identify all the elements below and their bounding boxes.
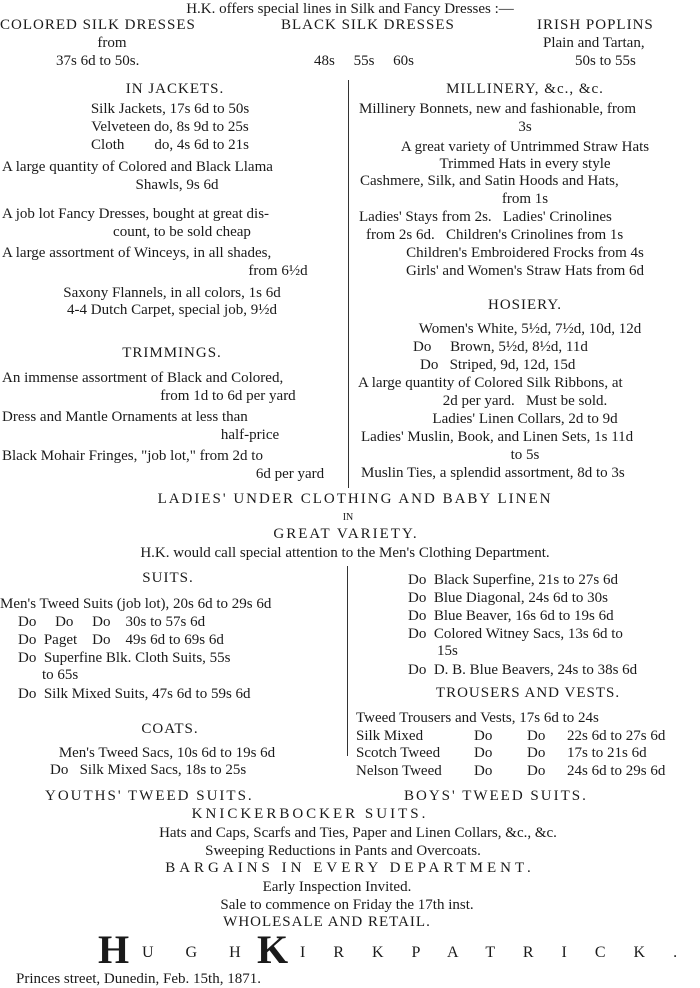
colored-silk-price: 37s 6d to 50s. <box>56 53 140 69</box>
millinery-line-5b: from 2s 6d. Children's Crinolines from 1s <box>366 227 624 243</box>
hosiery-line-2: Do Brown, 5½d, 8½d, 11d <box>413 339 588 355</box>
signature-initial-k: K <box>257 927 289 972</box>
trim-line-2b: half-price <box>220 427 280 443</box>
mens-right-line-4a: Do Colored Witney Sacs, 13s 6d to <box>408 626 623 642</box>
colored-silk-title: COLORED SILK DRESSES <box>0 17 196 33</box>
millinery-line-1b: 3s <box>518 119 532 135</box>
black-silk-title: BLACK SILK DRESSES <box>281 17 455 33</box>
hosiery-line-3: Do Striped, 9d, 12d, 15d <box>420 357 576 373</box>
jackets-heading: IN JACKETS. <box>125 81 225 97</box>
coats-heading: COATS. <box>141 721 199 737</box>
hosiery-line-1: Women's White, 5½d, 7½d, 10d, 12d <box>418 321 642 337</box>
trousers-row-2-do1: Do <box>474 728 493 744</box>
job-line-2: count, to be sold cheap <box>113 224 251 240</box>
hosiery-heading: HOSIERY. <box>488 297 562 313</box>
trim-line-1a: An immense assortment of Black and Colored, <box>2 370 284 386</box>
llama-line-2: Shawls, 9s 6d <box>135 177 219 193</box>
suits-line-4a: Do Superfine Blk. Cloth Suits, 55s <box>18 650 231 666</box>
llama-line-1: A large quantity of Colored and Black Llama <box>2 159 273 175</box>
youths-heading: YOUTHS' TWEED SUITS. <box>45 788 254 804</box>
millinery-line-1a: Millinery Bonnets, new and fashionable, from <box>359 101 637 117</box>
trousers-row-4-name: Nelson Tweed <box>356 763 442 779</box>
signature-ugh: U G H <box>142 944 255 961</box>
trousers-row-4-do1: Do <box>474 763 493 779</box>
millinery-line-4a: Cashmere, Silk, and Satin Hoods and Hats, <box>360 173 619 189</box>
trousers-row-3-do2: Do <box>527 745 546 761</box>
millinery-line-2: A great variety of Untrimmed Straw Hats <box>400 139 650 155</box>
bargains-line: BARGAINS IN EVERY DEPARTMENT. <box>165 860 535 876</box>
sweeping-line: Sweeping Reductions in Pants and Overcoats. <box>205 843 481 859</box>
intro-line: H.K. offers special lines in Silk and Fancy Dresses :— <box>186 1 514 17</box>
signature-irkpatrick: I R K P A T R I C K . <box>300 944 690 961</box>
trim-line-3a: Black Mohair Fringes, "job lot," from 2d to <box>2 448 263 464</box>
trousers-row-2-name: Silk Mixed <box>356 728 424 744</box>
irish-poplins-price: 50s to 55s <box>575 53 636 69</box>
hats-line: Hats and Caps, Scarfs and Ties, Paper and Linen Collars, &c., &c. <box>159 825 557 841</box>
irish-poplins-title: IRISH POPLINS <box>537 17 654 33</box>
hosiery-line-5: Ladies' Linen Collars, 2d to 9d <box>432 411 618 427</box>
coats-line-1: Men's Tweed Sacs, 10s 6d to 19s 6d <box>58 745 276 761</box>
coats-line-2: Do Silk Mixed Sacs, 18s to 25s <box>50 762 247 778</box>
trim-line-3b: 6d per yard <box>255 466 325 482</box>
suits-heading: SUITS. <box>142 570 194 586</box>
suits-line-2: Do Do Do 30s to 57s 6d <box>18 614 206 630</box>
hosiery-line-4a: A large quantity of Colored Silk Ribbons, at <box>358 375 623 391</box>
colored-silk-from: from <box>97 35 127 51</box>
hosiery-line-6a: Ladies' Muslin, Book, and Linen Sets, 1s 11d <box>361 429 634 445</box>
trimmings-heading: TRIMMINGS. <box>122 345 222 361</box>
black-silk-prices: 48s 55s 60s <box>314 53 415 69</box>
knickerbocker-heading: KNICKERBOCKER SUITS. <box>191 806 429 822</box>
address-line: Princes street, Dunedin, Feb. 15th, 1871. <box>16 971 261 987</box>
millinery-line-3: Trimmed Hats in every style <box>439 156 611 172</box>
millinery-line-5a: Ladies' Stays from 2s. Ladies' Crinolines <box>359 209 612 225</box>
millinery-line-4b: from 1s <box>501 191 549 207</box>
suits-line-1: Men's Tweed Suits (job lot), 20s 6d to 29s 6d <box>0 596 272 612</box>
trousers-row-4-price: 24s 6d to 29s 6d <box>567 763 666 779</box>
hosiery-line-6b: to 5s <box>510 447 540 463</box>
mens-right-line-5: Do D. B. Blue Beavers, 24s to 38s 6d <box>408 662 638 678</box>
boys-heading: BOYS' TWEED SUITS. <box>404 788 588 804</box>
flannels-line: Saxony Flannels, in all colors, 1s 6d <box>63 285 281 301</box>
mens-right-line-2: Do Blue Diagonal, 24s 6d to 30s <box>408 590 608 606</box>
mens-right-line-1: Do Black Superfine, 21s to 27s 6d <box>408 572 618 588</box>
column-rule-lower <box>347 566 348 756</box>
trim-line-1b: from 1d to 6d per yard <box>160 388 296 404</box>
trousers-heading: TROUSERS AND VESTS. <box>435 685 621 701</box>
trim-line-2a: Dress and Mantle Ornaments at less than <box>2 409 248 425</box>
trousers-row-2-do2: Do <box>527 728 546 744</box>
hosiery-line-4b: 2d per yard. Must be sold. <box>442 393 608 409</box>
jackets-line-3: Cloth do, 4s 6d to 21s <box>91 137 249 153</box>
in-line: IN <box>342 512 354 523</box>
millinery-line-7: Girls' and Women's Straw Hats from 6d <box>405 263 645 279</box>
suits-line-4b: to 65s <box>42 667 79 683</box>
great-variety-line: GREAT VARIETY. <box>273 526 419 542</box>
suits-line-5: Do Silk Mixed Suits, 47s 6d to 59s 6d <box>18 686 251 702</box>
winceys-line-1: A large assortment of Winceys, in all shades, <box>2 245 272 261</box>
trousers-row-3-do1: Do <box>474 745 493 761</box>
trousers-row-2-price: 22s 6d to 27s 6d <box>567 728 666 744</box>
millinery-heading: MILLINERY, &c., &c. <box>446 81 604 97</box>
job-line-1: A job lot Fancy Dresses, bought at great dis- <box>2 206 270 222</box>
signature-initial-h: H <box>98 927 130 972</box>
winceys-line-2: from 6½d <box>248 263 308 279</box>
sale-line: Sale to commence on Friday the 17th inst. <box>220 897 474 913</box>
underclothing-line: LADIES' UNDER CLOTHING AND BABY LINEN <box>157 491 553 507</box>
inspection-line: Early Inspection Invited. <box>262 879 412 895</box>
trousers-line-1: Tweed Trousers and Vests, 17s 6d to 24s <box>356 710 599 726</box>
millinery-line-6: Children's Embroidered Frocks from 4s <box>406 245 644 261</box>
mens-right-line-4b: 15s <box>437 643 458 659</box>
jackets-line-1: Silk Jackets, 17s 6d to 50s <box>90 101 250 117</box>
jackets-line-2: Velveteen do, 8s 9d to 25s <box>91 119 249 135</box>
mens-right-line-3: Do Blue Beaver, 16s 6d to 19s 6d <box>408 608 614 624</box>
hosiery-line-7: Muslin Ties, a splendid assortment, 8d to 3s <box>361 465 625 481</box>
suits-line-3: Do Paget Do 49s 6d to 69s 6d <box>18 632 224 648</box>
wholesale-line: WHOLESALE AND RETAIL. <box>223 914 431 930</box>
column-rule-upper <box>348 80 349 488</box>
irish-poplins-sub: Plain and Tartan, <box>543 35 645 51</box>
trousers-row-4-do2: Do <box>527 763 546 779</box>
trousers-row-3-price: 17s to 21s 6d <box>567 745 647 761</box>
carpet-line: 4-4 Dutch Carpet, special job, 9½d <box>67 302 277 318</box>
attention-line: H.K. would call special attention to the Men's Clothing Department. <box>140 545 550 561</box>
trousers-row-3-name: Scotch Tweed <box>356 745 441 761</box>
